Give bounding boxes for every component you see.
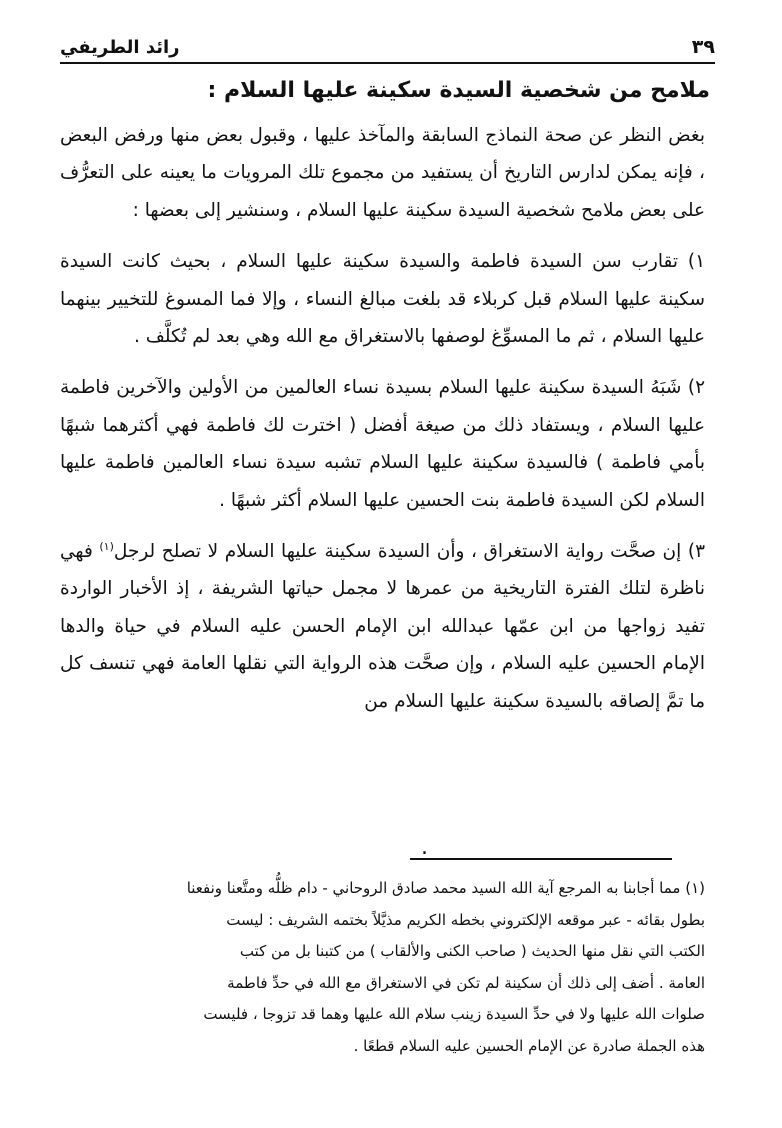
paragraph-point-3: [60, 533, 705, 720]
footnote: [60, 873, 705, 1062]
body-text: [60, 117, 705, 720]
footnote-divider: [410, 858, 672, 860]
running-head-author: رائد الطريفي: [60, 37, 180, 58]
section-title: ملامح من شخصية السيدة سكينة عليها السلام :: [207, 78, 710, 103]
footnote-line: صلوات الله عليها ولا في حدِّ السيدة زينب سلام الله عليها وهما قد تزوجا ، فليست: [203, 1005, 705, 1023]
page-number: ٣٩: [691, 36, 715, 58]
paragraph-point-1: ١) تقارب سن السيدة فاطمة والسيدة سكينة عليها السلام ، بحيث كانت السيدة سكينة عليها السلام قبل كربلاء قد بلغت مبالغ النساء ، وإلا فما المسوغ للتخيير بينهما عليها السلام ، ثم ما المسوِّغ لوصفها بالاستغراق مع الله وهي بعد لم تُكلَّف .: [60, 251, 705, 348]
paragraph-point-3-rest: فهي ناظرة لتلك الفترة التاريخية من عمرها لا مجمل حياتها الشريفة ، إذ الأخبار الواردة تفيد زواجها من ابن عمّها عبدالله ابن الإمام الحسن عليه السلام في حياة والدها الإمام الحسين عليه السلام ، وإن صحَّت هذه الرواية التي نقلها العامة فهي تنسف كل ما تمَّ إلصاقه بالسيدة سكينة عليها السلام من: [60, 541, 705, 712]
separator-mark: .: [421, 835, 428, 860]
footnote-line: هذه الجملة صادرة عن الإمام الحسين عليه السلام قطعًا .: [353, 1036, 705, 1055]
paragraph-intro: بغض النظر عن صحة النماذج السابقة والمآخذ عليها ، وقبول بعض منها ورفض البعض ، فإنه يمكن لدارس التاريخ أن يستفيد من مجموع تلك المرويات ما يعينه على التعرُّف على بعض ملامح شخصية السيدة سكينة عليها السلام ، وسنشير إلى بعضها :: [60, 125, 705, 221]
footnote-line: (١) مما أجابنا به المرجع آية الله السيد محمد صادق الروحاني - دام ظلُّه ومتَّعنا ونفعنا: [186, 879, 705, 897]
footnote-line: العامة . أضف إلى ذلك أن سكينة لم تكن في الاستغراق مع الله في حدِّ فاطمة: [227, 973, 705, 992]
paragraph-point-2: ٢) شَبَهُ السيدة سكينة عليها السلام بسيدة نساء العالمين من الأولين والآخرين فاطمة عليها السلام ، ويستفاد ذلك من صيغة أفضل ( اخترت لك فاطمة فهي أكثرهما شبهًا بأمي فاطمة ) فالسيدة سكينة عليها السلام تشبه سيدة نساء العالمين فاطمة عليها السلام لكن السيدة فاطمة بنت الحسين عليها السلام أكثر شبهًا .: [60, 377, 705, 511]
footnote-line: الكتب التي نقل منها الحديث ( صاحب الكنى والألقاب ) من كتبنا بل من كتب: [239, 942, 705, 960]
footnote-reference: (١): [99, 539, 114, 553]
page-header: [60, 28, 715, 64]
footnote-line: بطول بقائه - عبر موقعه الإلكتروني بخطه الكريم مذيَّلاً بختمه الشريف : ليست: [226, 910, 705, 929]
paragraph-point-3-start: ٣) إن صحَّت رواية الاستغراق ، وأن السيدة سكينة عليها السلام لا تصلح لرجل: [113, 541, 706, 563]
